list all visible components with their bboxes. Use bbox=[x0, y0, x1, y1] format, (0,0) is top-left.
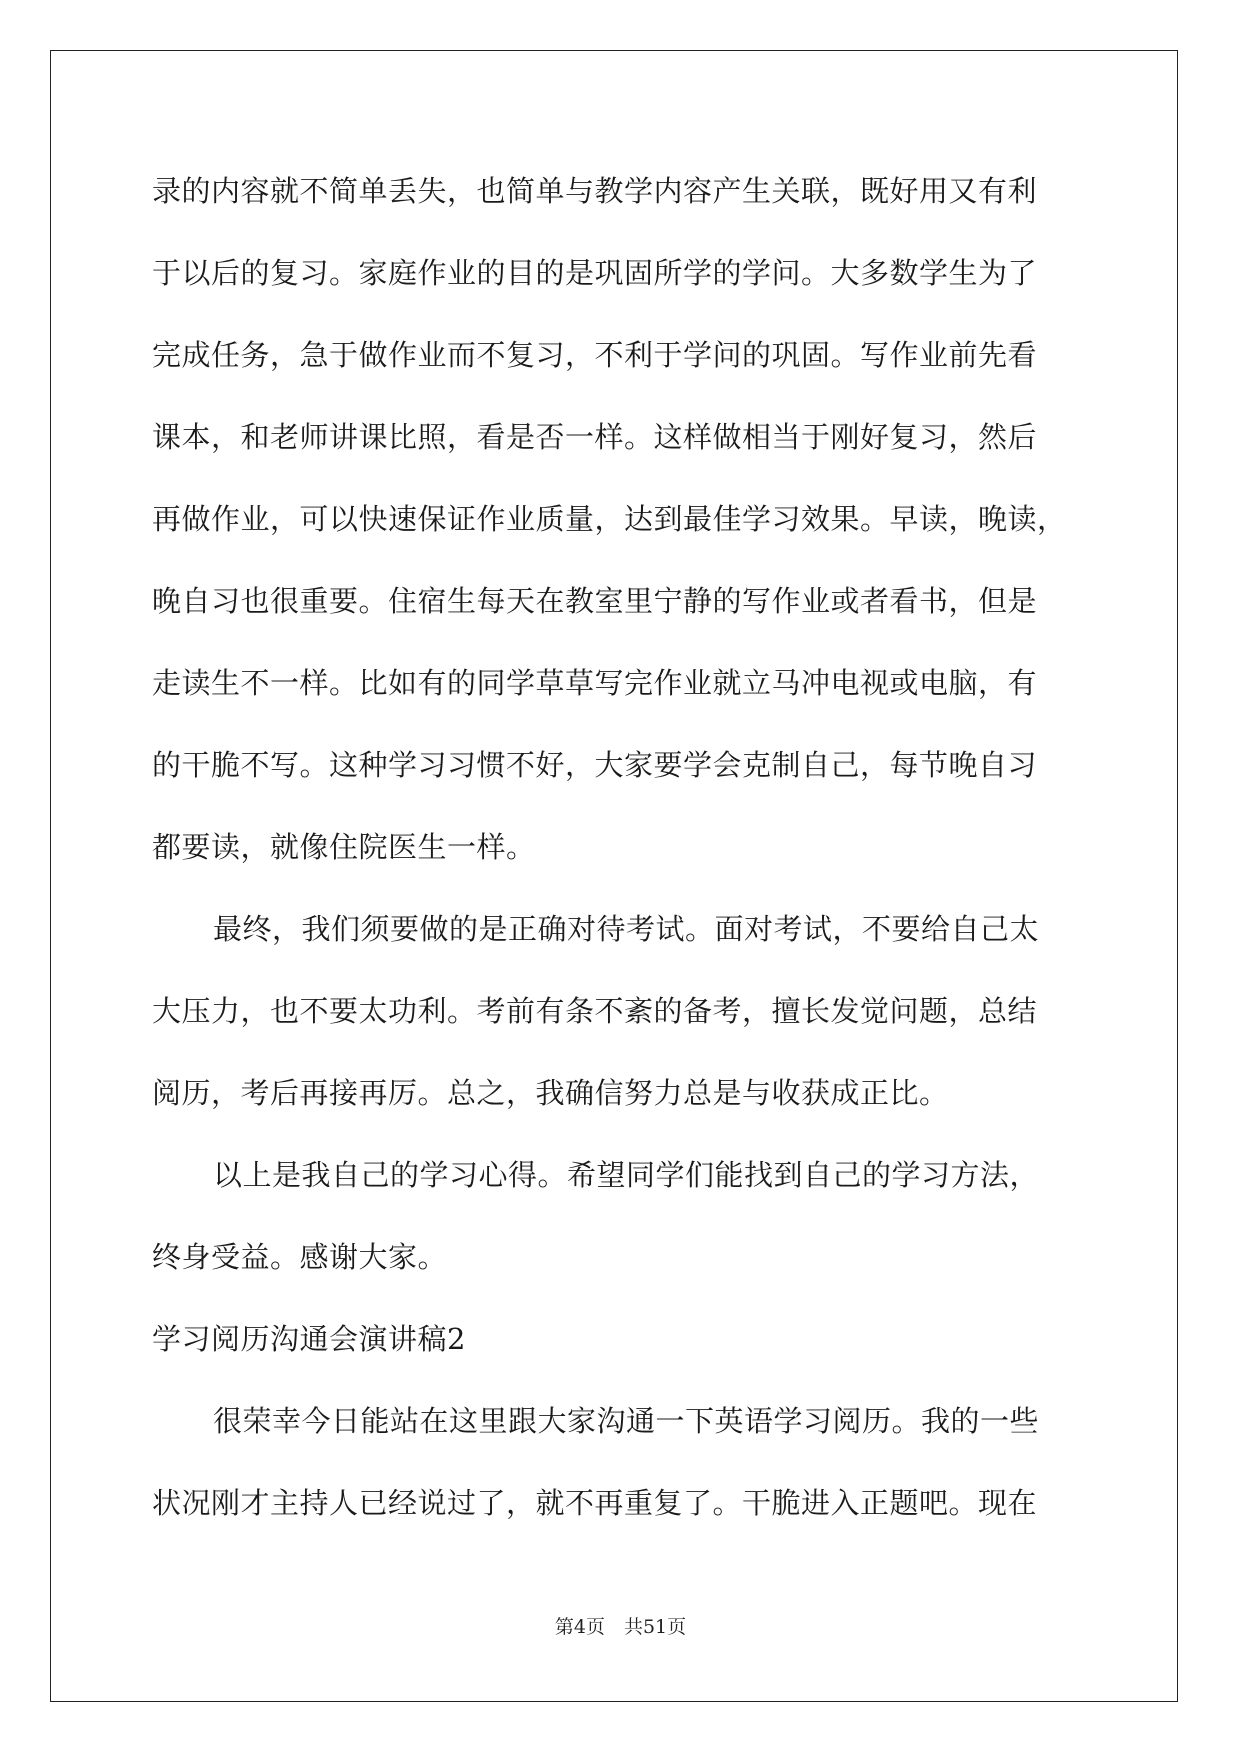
text-line: 阅历，考后再接再厉。总之，我确信努力总是与收获成正比。 bbox=[152, 1076, 949, 1110]
section-heading: 学习阅历沟通会演讲稿2 bbox=[152, 1322, 466, 1356]
text-line: 的干脆不写。这种学习习惯不好，大家要学会克制自己，每节晚自习 bbox=[152, 748, 1038, 782]
text-line: 于以后的复习。家庭作业的目的是巩固所学的学问。大多数学生为了 bbox=[152, 256, 1038, 290]
paragraph-start-line: 以上是我自己的学习心得。希望同学们能找到自己的学习方法， bbox=[213, 1158, 1040, 1192]
paragraph-start-line: 最终，我们须要做的是正确对待考试。面对考试，不要给自己太 bbox=[213, 912, 1040, 946]
text-line: 录的内容就不简单丢失，也简单与教学内容产生关联，既好用又有利 bbox=[152, 174, 1038, 208]
page-number-footer: 第4页 共51页 bbox=[554, 1616, 687, 1638]
text-line: 终身受益。感谢大家。 bbox=[152, 1240, 448, 1274]
text-line: 再做作业，可以快速保证作业质量，达到最佳学习效果。早读，晚读， bbox=[152, 502, 1067, 536]
text-line: 完成任务，急于做作业而不复习，不利于学问的巩固。写作业前先看 bbox=[152, 338, 1038, 372]
text-line: 都要读，就像住院医生一样。 bbox=[152, 830, 536, 864]
paragraph-start-line: 很荣幸今日能站在这里跟大家沟通一下英语学习阅历。我的一些 bbox=[213, 1404, 1040, 1438]
text-line: 课本，和老师讲课比照，看是否一样。这样做相当于刚好复习，然后 bbox=[152, 420, 1038, 454]
text-line: 状况刚才主持人已经说过了，就不再重复了。干脆进入正题吧。现在 bbox=[152, 1486, 1038, 1520]
text-line: 走读生不一样。比如有的同学草草写完作业就立马冲电视或电脑，有 bbox=[152, 666, 1038, 700]
text-line: 大压力，也不要太功利。考前有条不紊的备考，擅长发觉问题，总结 bbox=[152, 994, 1038, 1028]
text-line: 晚自习也很重要。住宿生每天在教室里宁静的写作业或者看书，但是 bbox=[152, 584, 1038, 618]
document-body bbox=[152, 167, 1092, 1561]
